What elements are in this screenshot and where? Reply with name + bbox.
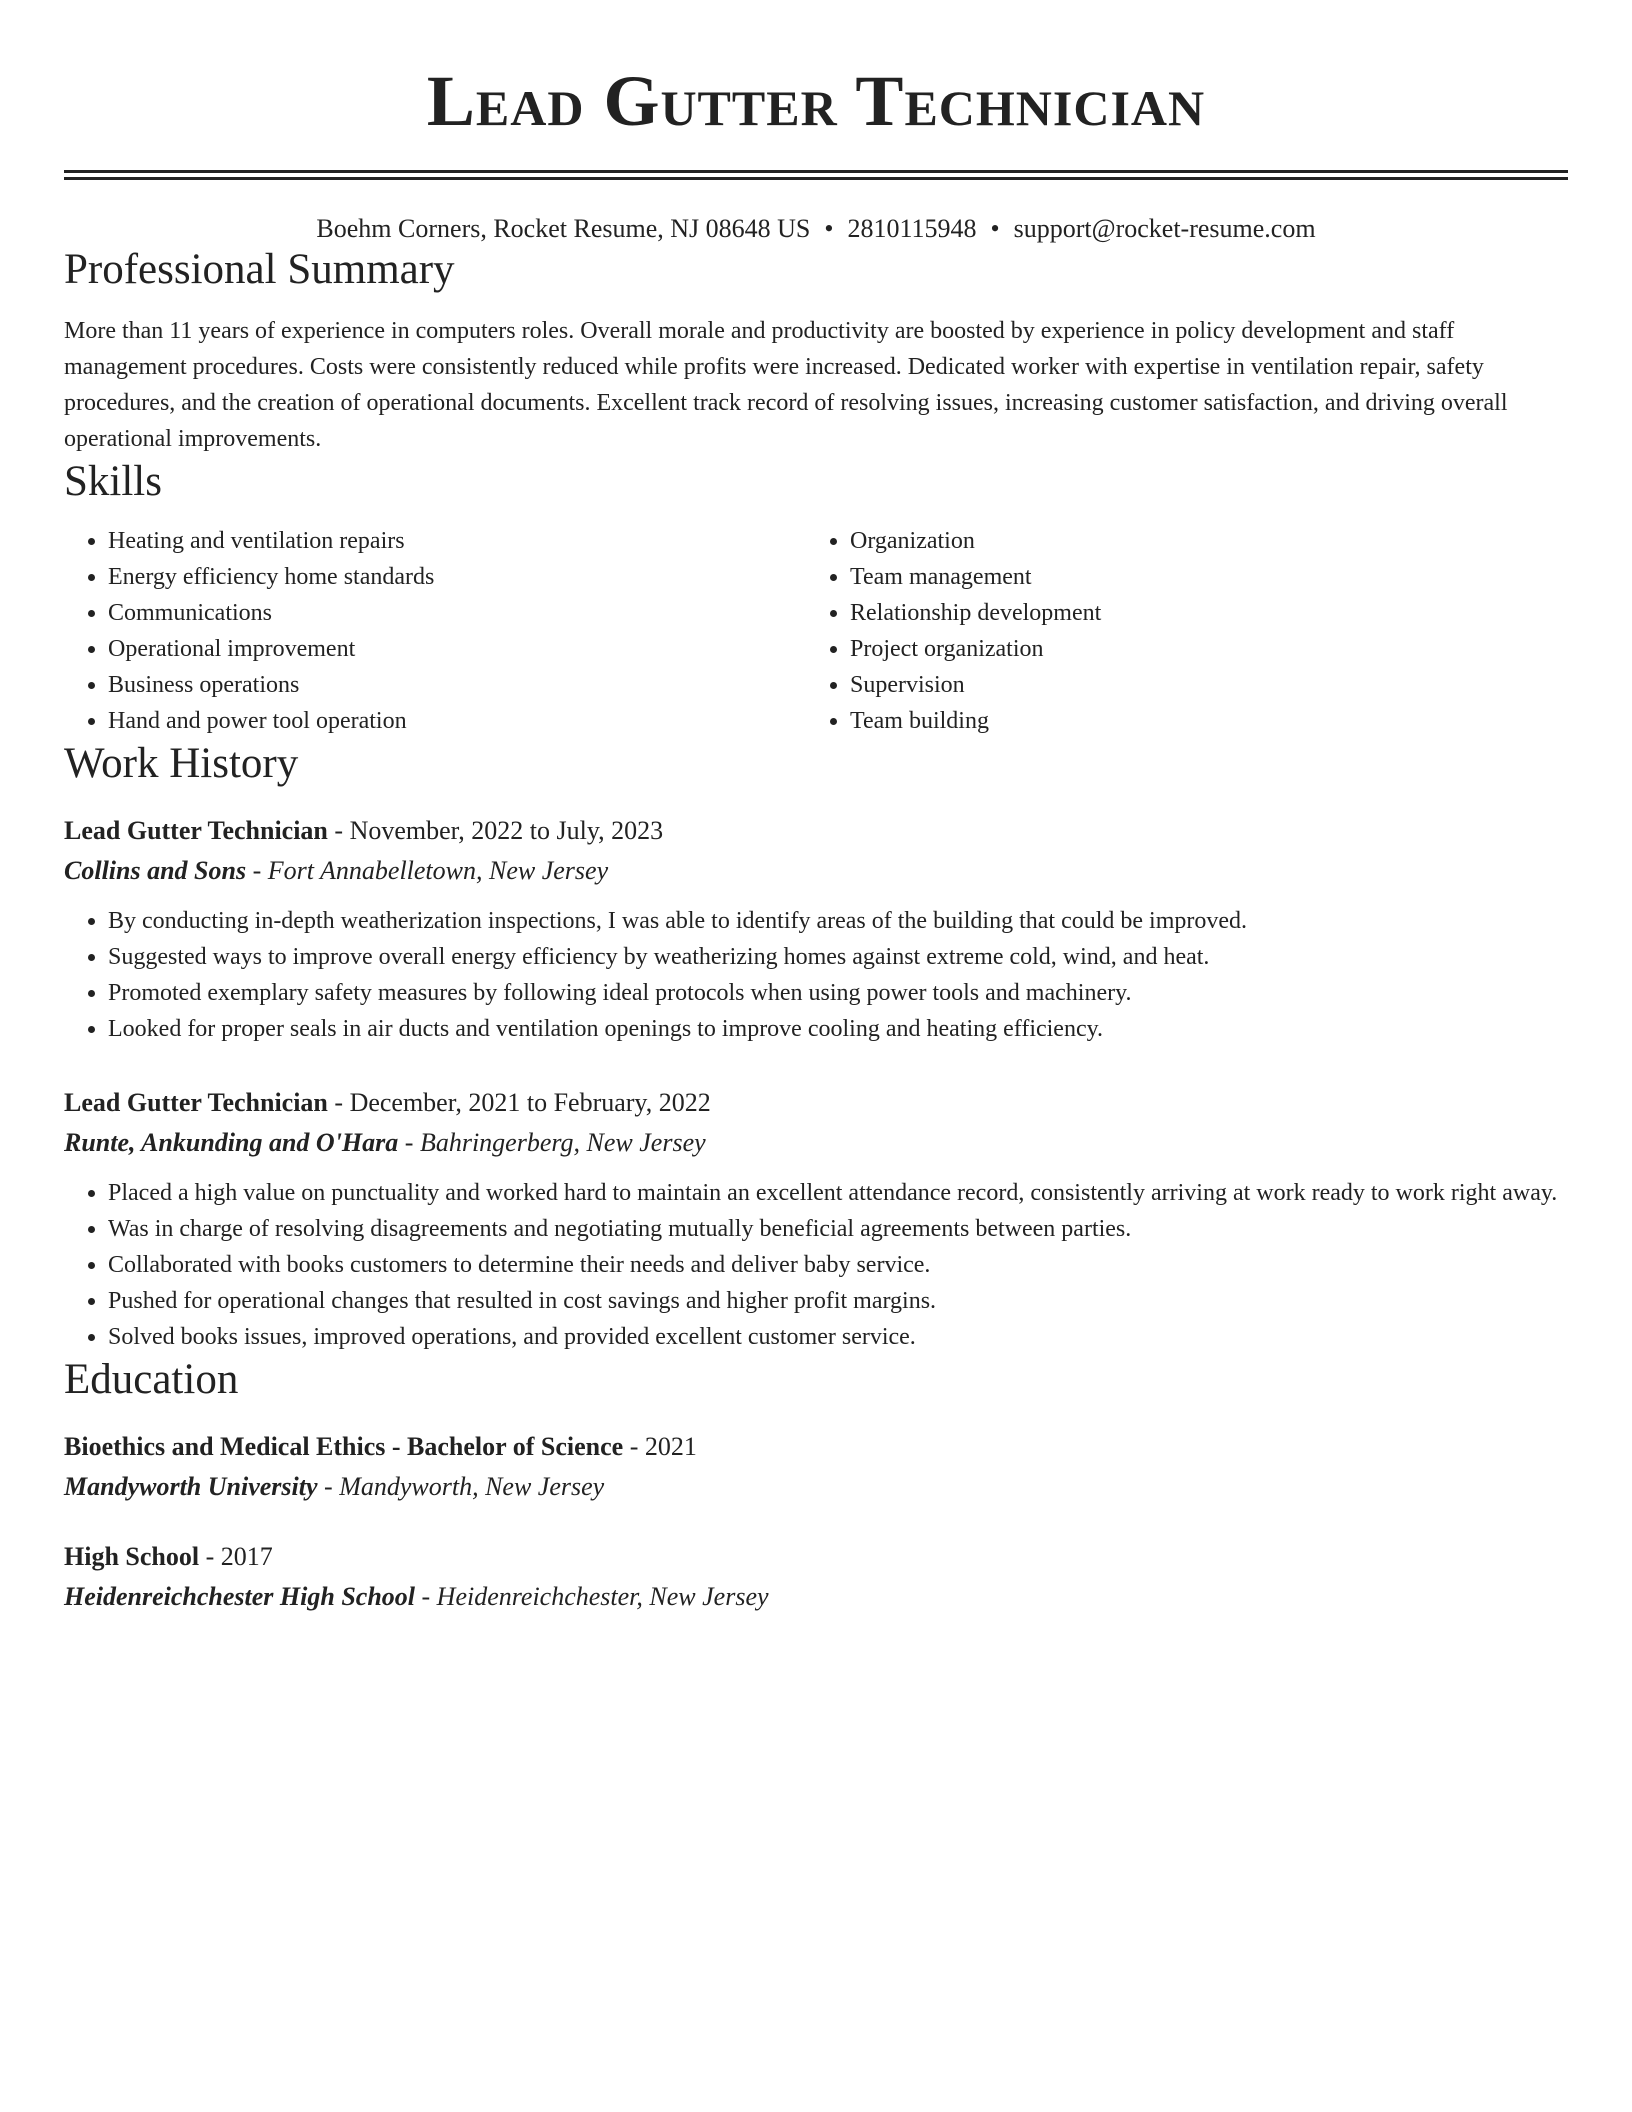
skill-item: • Business operations	[108, 667, 806, 703]
job-bullet: • Pushed for operational changes that resulted in cost savings and higher profit margins.	[108, 1283, 1568, 1319]
job-bullets	[64, 903, 1568, 1047]
job-bullet: • Was in charge of resolving disagreements and negotiating mutually beneficial agreements between parties.	[108, 1211, 1568, 1247]
skill-item: • Relationship development	[850, 595, 1548, 631]
skill-item: • Energy efficiency home standards	[108, 559, 806, 595]
job-title: Lead Gutter Technician	[64, 1088, 328, 1117]
education-school: Mandyworth University	[64, 1472, 318, 1501]
job-location: Bahringerberg, New Jersey	[419, 1128, 706, 1157]
skill-item: • Team building	[850, 703, 1548, 739]
skill-item: • Supervision	[850, 667, 1548, 703]
skill-item: • Heating and ventilation repairs	[108, 523, 806, 559]
skill-item: • Organization	[850, 523, 1548, 559]
resume-title: Lead Gutter Technician	[426, 61, 1206, 141]
education-location: Mandyworth, New Jersey	[339, 1472, 605, 1501]
job-dates: December, 2021 to February, 2022	[349, 1088, 711, 1117]
contact-separator: •	[990, 214, 1000, 243]
contact-separator: •	[824, 214, 834, 243]
job-bullet: • Placed a high value on punctuality and worked hard to maintain an excellent attendance record, consistently arriving at work ready to work right away.	[108, 1175, 1568, 1211]
summary-text: More than 11 years of experience in computers roles. Overall morale and productivity are boosted by experience in policy development and staff management procedures. Costs were consistently reduced while profits were increased. Dedicated worker with expertise in ventilation repair, safety procedures, and the creation of operational documents. Excellent track record of resolving issues, increasing customer satisfaction, and driving overall operational improvements.	[64, 318, 1508, 452]
job-dates: November, 2022 to July, 2023	[349, 816, 664, 845]
contact-line	[64, 213, 1568, 245]
contact-phone: 2810115948	[847, 214, 977, 243]
job-title-line: Lead Gutter Technician - November, 2022 to July, 2023	[64, 816, 664, 845]
job-bullet: • Looked for proper seals in air ducts and ventilation openings to improve cooling and heating efficiency.	[108, 1011, 1568, 1047]
skills-heading: Skills	[64, 458, 162, 505]
job-company-line: Collins and Sons - Fort Annabelletown, New Jersey	[64, 856, 609, 885]
education-year: 2017	[220, 1542, 273, 1571]
job-bullet: • Collaborated with books customers to determine their needs and deliver baby service.	[108, 1247, 1568, 1283]
contact-email: support@rocket-resume.com	[1013, 214, 1316, 243]
work-history-heading: Work History	[64, 740, 299, 787]
education-year: 2021	[644, 1432, 697, 1461]
skills-right-column	[806, 523, 1548, 739]
skill-item: • Project organization	[850, 631, 1548, 667]
title-double-rule	[64, 170, 1568, 180]
job-bullet: • Suggested ways to improve overall energy efficiency by weatherizing homes against extreme cold, wind, and heat.	[108, 939, 1568, 975]
education-school: Heidenreichchester High School	[64, 1582, 415, 1611]
education-school-line: Heidenreichchester High School - Heidenreichchester, New Jersey	[64, 1582, 769, 1611]
job-bullet: • Solved books issues, improved operations, and provided excellent customer service.	[108, 1319, 1568, 1355]
job-company: Runte, Ankunding and O'Hara	[64, 1128, 399, 1157]
job-location: Fort Annabelletown, New Jersey	[267, 856, 609, 885]
education-degree: Bioethics and Medical Ethics - Bachelor of Science	[64, 1432, 624, 1461]
education-degree-line: High School - 2017	[64, 1542, 273, 1571]
skill-item: • Team management	[850, 559, 1548, 595]
education-entry	[64, 1427, 1568, 1507]
summary-heading: Professional Summary	[64, 246, 455, 293]
skill-item: • Operational improvement	[108, 631, 806, 667]
job-bullet: • Promoted exemplary safety measures by following ideal protocols when using power tools and machinery.	[108, 975, 1568, 1011]
education-location: Heidenreichchester, New Jersey	[436, 1582, 769, 1611]
job-bullets	[64, 1175, 1568, 1355]
education-degree: High School	[64, 1542, 200, 1571]
job-title: Lead Gutter Technician	[64, 816, 328, 845]
skill-item: • Communications	[108, 595, 806, 631]
job-title-line: Lead Gutter Technician - December, 2021 to February, 2022	[64, 1088, 711, 1117]
skills-grid	[64, 523, 1568, 739]
job-entry	[64, 1083, 1568, 1355]
education-degree-line: Bioethics and Medical Ethics - Bachelor of Science - 2021	[64, 1432, 697, 1461]
education-heading: Education	[64, 1356, 239, 1403]
job-entry	[64, 811, 1568, 1047]
job-company-line: Runte, Ankunding and O'Hara - Bahringerberg, New Jersey	[64, 1128, 706, 1157]
skills-left-column	[64, 523, 806, 739]
contact-address: Boehm Corners, Rocket Resume, NJ 08648 US	[316, 214, 811, 243]
job-company: Collins and Sons	[64, 856, 247, 885]
skill-item: • Hand and power tool operation	[108, 703, 806, 739]
education-school-line: Mandyworth University - Mandyworth, New Jersey	[64, 1472, 605, 1501]
education-entry	[64, 1537, 1568, 1617]
job-bullet: • By conducting in-depth weatherization inspections, I was able to identify areas of the building that could be improved.	[108, 903, 1568, 939]
